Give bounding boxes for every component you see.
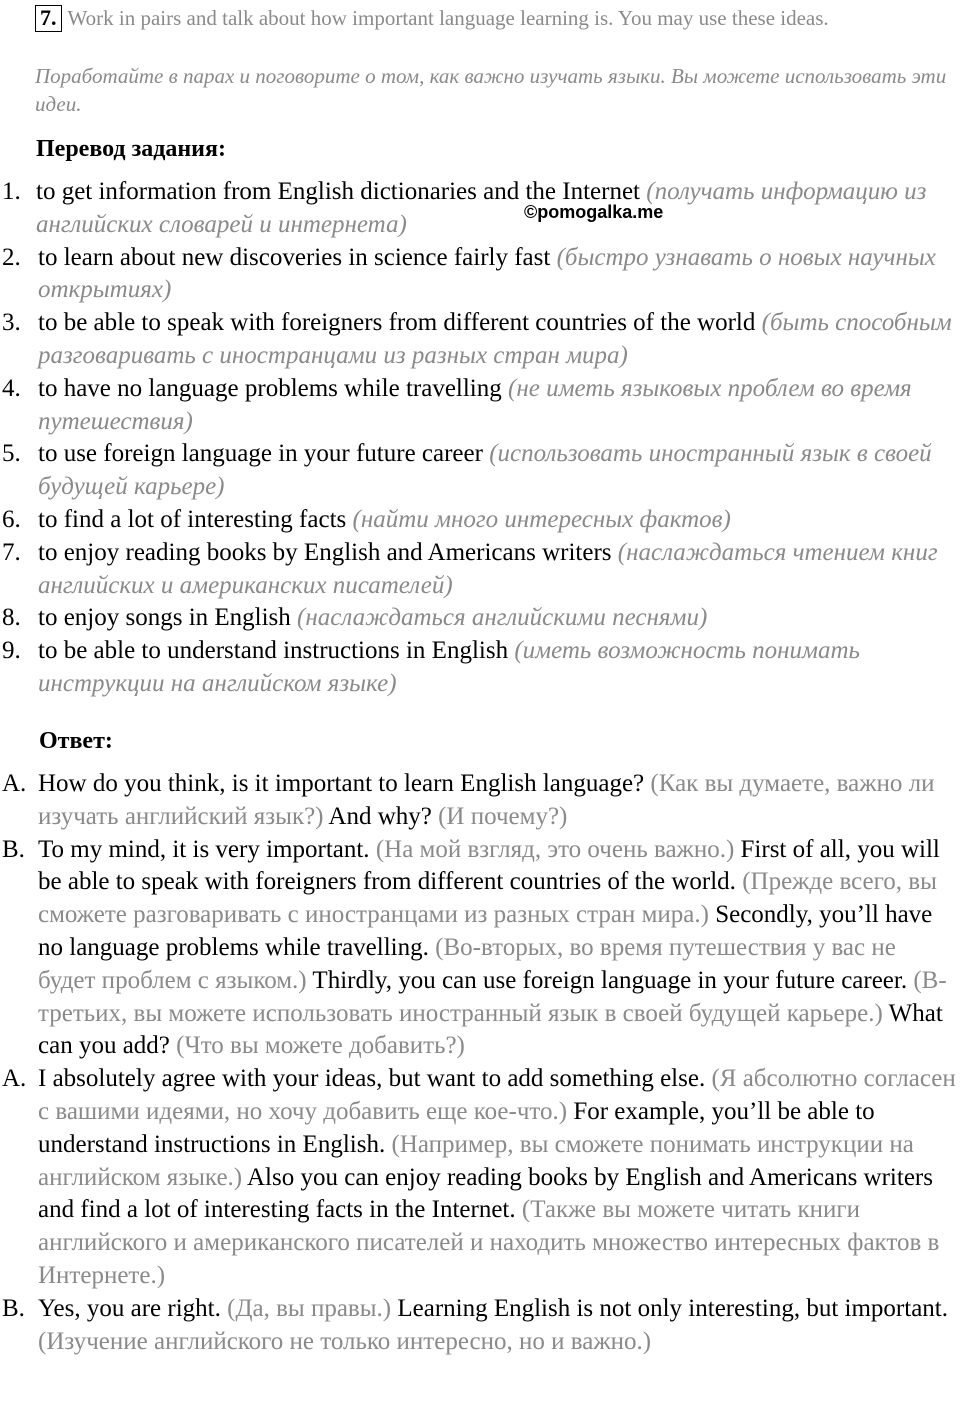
dialogue-translation: (Прежде всего, вы сможете разговаривать с иностранцами из разных стран мира.) — [38, 868, 937, 929]
item-russian-translation: (не иметь языковых проблем во время путешествия) — [38, 374, 912, 435]
task-instruction-en: Work in pairs and talk about how important language learning is. You may use these ideas. — [67, 6, 829, 30]
item-english-text: to be able to understand instructions in English — [38, 637, 515, 665]
task-instruction — [35, 4, 950, 32]
list-item — [0, 504, 960, 537]
item-russian-translation: (быстро узнавать о новых научных открытиях) — [38, 243, 936, 304]
dialogue-english-text: I absolutely agree with your ideas, but want to add something else. — [38, 1065, 712, 1093]
item-russian-translation: (найти много интересных фактов) — [352, 505, 731, 533]
dialogue-line — [0, 834, 960, 1064]
dialogue-translation: (И почему?) — [438, 802, 568, 830]
dialogue-english-text: Yes, you are right. — [38, 1294, 228, 1322]
list-item-number: 4. — [2, 374, 21, 402]
list-item-number: 2. — [2, 243, 21, 271]
dialogue-english-text: What can you add? — [38, 999, 943, 1060]
dialogue-line — [0, 1063, 960, 1293]
task-number: 7. — [35, 5, 62, 32]
dialogue-translation: (В-третьих, вы можете использовать иностранный язык в своей будущей карьере.) — [38, 966, 947, 1027]
list-item-number: 9. — [2, 637, 21, 665]
dialogue-english-text: Learning English is not only interesting, but important. — [397, 1294, 948, 1322]
speaker-label: A. — [2, 1065, 27, 1093]
list-item — [0, 602, 960, 635]
dialogue-translation: (Как вы думаете, важно ли изучать английский язык?) — [38, 770, 935, 830]
item-english-text: to get information from English dictionaries and the Internet — [36, 178, 647, 205]
list-item — [0, 242, 960, 308]
dialogue-english-text: To my mind, it is very important. — [38, 835, 376, 863]
dialogue-english-text: And why? — [328, 802, 439, 830]
speaker-label: B. — [2, 835, 25, 863]
item-russian-translation: (наслаждаться английскими песнями) — [297, 604, 708, 632]
list-item — [0, 537, 960, 603]
dialogue-translation: (Да, вы правы.) — [227, 1294, 398, 1322]
dialogue-english-text: Secondly, you’ll have no language problems while travelling. — [38, 901, 933, 961]
answer-dialogue — [0, 768, 960, 1358]
list-item — [0, 438, 960, 504]
dialogue-english-text: For example, you’ll be able to understand instructions in English. — [38, 1097, 875, 1158]
dialogue-translation: (Изучение английского не только интересно, но и важно.) — [38, 1327, 652, 1355]
item-english-text: to find a lot of interesting facts — [38, 505, 353, 533]
item-english-text: to enjoy reading books by English and Americans writers — [38, 538, 618, 566]
dialogue-translation: (Например, вы сможете понимать инструкции на английском языке.) — [38, 1130, 914, 1191]
list-item — [0, 373, 960, 439]
translation-section-title: Перевод задания: — [36, 136, 226, 162]
list-item-number: 8. — [2, 604, 21, 632]
translation-list — [0, 176, 960, 701]
dialogue-english-text: Thirdly, you can use foreign language in your future career. — [312, 966, 914, 994]
dialogue-translation: (На мой взгляд, это очень важно.) — [375, 835, 741, 863]
task-instruction-ru: Поработайте в парах и поговорите о том, как важно изучать языки. Вы можете использовать эти идеи. — [35, 64, 947, 116]
list-item — [0, 635, 960, 701]
speaker-label: A. — [2, 770, 27, 797]
watermark: ©pomogalka.me — [524, 202, 664, 222]
dialogue-line — [0, 1293, 960, 1359]
speaker-label: B. — [2, 1294, 25, 1322]
dialogue-english-text: Also you can enjoy reading books by English and Americans writers and find a lot of interesting facts in the Internet. — [38, 1163, 933, 1224]
item-english-text: to learn about new discoveries in science fairly fast — [38, 243, 557, 271]
dialogue-line — [0, 768, 960, 834]
list-item — [0, 307, 960, 373]
list-item-number: 6. — [2, 505, 21, 533]
item-russian-translation: (получать информацию из английских словарей и интернета) — [36, 178, 927, 238]
list-item — [0, 176, 960, 242]
list-item-number: 7. — [2, 538, 21, 566]
item-english-text: to enjoy songs in English — [38, 604, 298, 632]
item-english-text: to use foreign language in your future career — [38, 440, 490, 468]
dialogue-translation: (Что вы можете добавить?) — [176, 1032, 465, 1060]
item-russian-translation: (иметь возможность понимать инструкции на английском языке) — [38, 637, 860, 697]
item-english-text: to be able to speak with foreigners from different countries of the world — [38, 309, 762, 337]
list-item-number: 3. — [2, 309, 21, 337]
item-russian-translation: (быть способным разговаривать с иностранцами из разных стран мира) — [38, 309, 952, 369]
answer-section-title: Ответ: — [39, 728, 113, 754]
dialogue-translation: (Я абсолютно согласен с вашими идеями, но хочу добавить еще кое-что.) — [38, 1065, 956, 1125]
list-item-number: 5. — [2, 440, 21, 468]
item-russian-translation: (использовать иностранный язык в своей будущей карьере) — [38, 440, 932, 501]
list-item-number: 1. — [2, 178, 21, 205]
dialogue-english-text: First of all, you will be able to speak with foreigners from different countries of the world. — [38, 835, 940, 896]
item-english-text: to have no language problems while travelling — [38, 374, 509, 402]
item-russian-translation: (наслаждаться чтением книг английских и американских писателей) — [38, 538, 938, 599]
dialogue-english-text: How do you think, is it important to learn English language? — [38, 770, 651, 797]
dialogue-translation: (Также вы можете читать книги английского и американского писателей и находить множество интересных фактов в Интернете.) — [38, 1196, 940, 1289]
dialogue-translation: (Во-вторых, во время путешествия у вас не будет проблем с языком.) — [38, 933, 896, 994]
